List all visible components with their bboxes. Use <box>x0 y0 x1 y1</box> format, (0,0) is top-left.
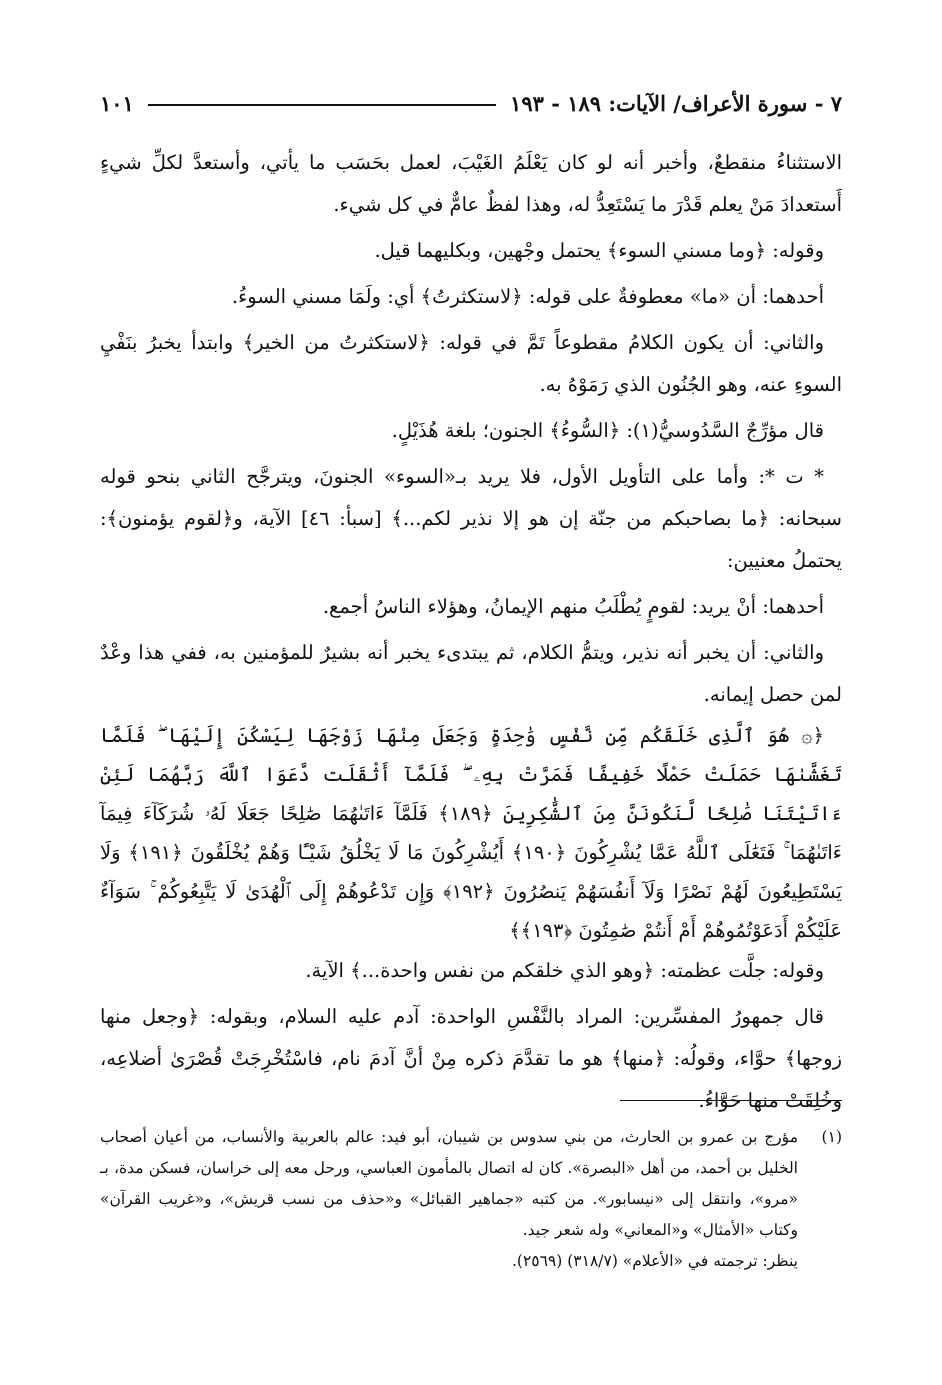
paragraph: قال جمهورُ المفسِّرين: المراد بالنَّفْسِ الواحدة: آدم عليه السلام، وبقوله: ﴿وجعل منها زوجها﴾ حوَّاء، وقولُه: ﴿منها﴾ هو ما تقدَّمَ ذكره مِنْ أنَّ آدمَ نام، فاسْتُخْرِجَتْ قُصْرَىٰ أضلاعِه، وخُلِقَتْ منها حَوَّاءُ. <box>100 1005 842 1112</box>
footnote-separator <box>620 1100 842 1101</box>
paragraph: الاستثناءُ منقطعٌ، وأخبر أنه لو كان يَعْلَمُ الغَيْبَ، لعمل بحَسَب ما يأتي، وأستعدَّ لكلِّ شيءٍ أَستعدادَ مَنْ يعلم قَدْرَ ما يَسْتَعِدُّ له، وهذا لفظٌ عامٌّ في كل شيء. <box>100 151 842 216</box>
footnote-number: (١) <box>821 1128 842 1146</box>
page-number: ١٠١ <box>100 90 134 116</box>
footnote <box>100 1122 842 1277</box>
paragraph: والثاني: أن يكون الكلامُ مقطوعاً تَمَّ في قوله: ﴿لاستكثرتُ من الخير﴾ وابتدأ يخبرُ بنَفْيِ السوءِ عنه، وهو الجُنُون الذي رَمَوْهُ به. <box>100 331 842 396</box>
main-text <box>100 142 842 1122</box>
paragraph: وقوله: جلَّت عظمته: ﴿وهو الذي خلقكم من نفس واحدة...﴾ الآية. <box>305 959 824 982</box>
running-header <box>100 86 842 120</box>
paragraph: أحدهما: أنْ يريد: لقومٍ يُطْلَبُ منهم الإيمانُ، وهؤلاء الناسُ أجمع. <box>322 595 824 618</box>
footnote-text: مؤرج بن عمرو بن الحارث، من بني سدوس بن شيبان، أبو فيد: عالم بالعربية والأنساب، من أعيان أصحاب الخليل بن أحمد، من أهل «البصرة». كان له اتصال بالمأمون العباسي، ورحل معه إلى خراسان، فسكن مدة، بـ «مرو»، وانتقل إلى «نيسابور». من كتبه «جماهير القبائل» و«حذف من نسب قريش»، و«غريب القرآن» وكتاب «الأمثال» و«المعاني» وله شعر جيد. <box>100 1128 798 1239</box>
footnote-reference: ينظر: ترجمته في «الأعلام» (٣١٨/٧) (٢٥٦٩). <box>511 1252 798 1270</box>
quran-verses: ﴿۞ هُوَ ٱلَّذِى خَلَقَكُم مِّن نَّفْسٍ وَٰحِدَةٍ وَجَعَلَ مِنْهَا زَوْجَهَا لِيَسْكُنَ إِلَيْهَا ۖ فَلَمَّا تَغَشَّىٰهَا حَمَلَتْ حَمْلًا خَفِيفًا فَمَرَّتْ بِهِۦ ۖ فَلَمَّآ أَثْقَلَت دَّعَوَا ٱللَّهَ رَبَّهُمَا لَئِنْ ءَاتَيْتَنَا صَٰلِحًا لَّنَكُونَنَّ مِنَ ٱلشَّٰكِرِينَ ﴿١٨٩﴾ فَلَمَّآ ءَاتَىٰهُمَا صَٰلِحًا جَعَلَا لَهُۥ شُرَكَآءَ فِيمَآ ءَاتَىٰهُمَا ۚ فَتَعَٰلَى ٱللَّهُ عَمَّا يُشْرِكُونَ ﴿١٩٠﴾ أَيُشْرِكُونَ مَا لَا يَخْلُقُ شَيْـًٔا وَهُمْ يُخْلَقُونَ ﴿١٩١﴾ وَلَا يَسْتَطِيعُونَ لَهُمْ نَصْرًا وَلَآ أَنفُسَهُمْ يَنصُرُونَ ﴿١٩٢﴾ وَإِن تَدْعُوهُمْ إِلَى ٱلْهُدَىٰ لَا يَتَّبِعُوكُمْ ۚ سَوَآءٌ عَلَيْكُمْ أَدَعَوْتُمُوهُمْ أَمْ أَنتُمْ صَٰمِتُونَ ﴿١٩٣﴾﴾ <box>100 724 842 942</box>
paragraph: والثاني: أن يخبر أنه نذير، ويتمُّ الكلام، ثم يبتدىء يخبر أنه بشيرٌ للمؤمنين به، ففي هذا وعْدٌ لمن حصل إيمانه. <box>100 641 842 706</box>
paragraph: قال مؤرِّجٌ السَّدُوسيُّ(١): ﴿السُّوءُ﴾ الجنون؛ بلغة هُذَيْلٍ. <box>391 419 824 442</box>
paragraph: * ت *: وأما على التأويل الأول، فلا يريد بـ«السوء» الجنونَ، ويترجَّح الثاني بنحو قوله سبحانه: ﴿ما بصاحبكم من جنّة إن هو إلا نذير لكم...﴾ [سبأ: ٤٦] الآية، و﴿لقوم يؤمنون﴾: يحتملُ معنيين: <box>100 465 842 572</box>
header-rule <box>148 104 496 106</box>
paragraph: أحدهما: أن «ما» معطوفةٌ على قوله: ﴿لاستكثرتُ﴾ أي: ولَمَا مسني السوءُ. <box>231 285 824 308</box>
header-title: ٧ - سورة الأعراف/ الآيات: ١٨٩ - ١٩٣ <box>510 90 842 116</box>
paragraph: وقوله: ﴿وما مسني السوء﴾ يحتمل وجْهين، وبكليهما قيل. <box>374 239 824 262</box>
